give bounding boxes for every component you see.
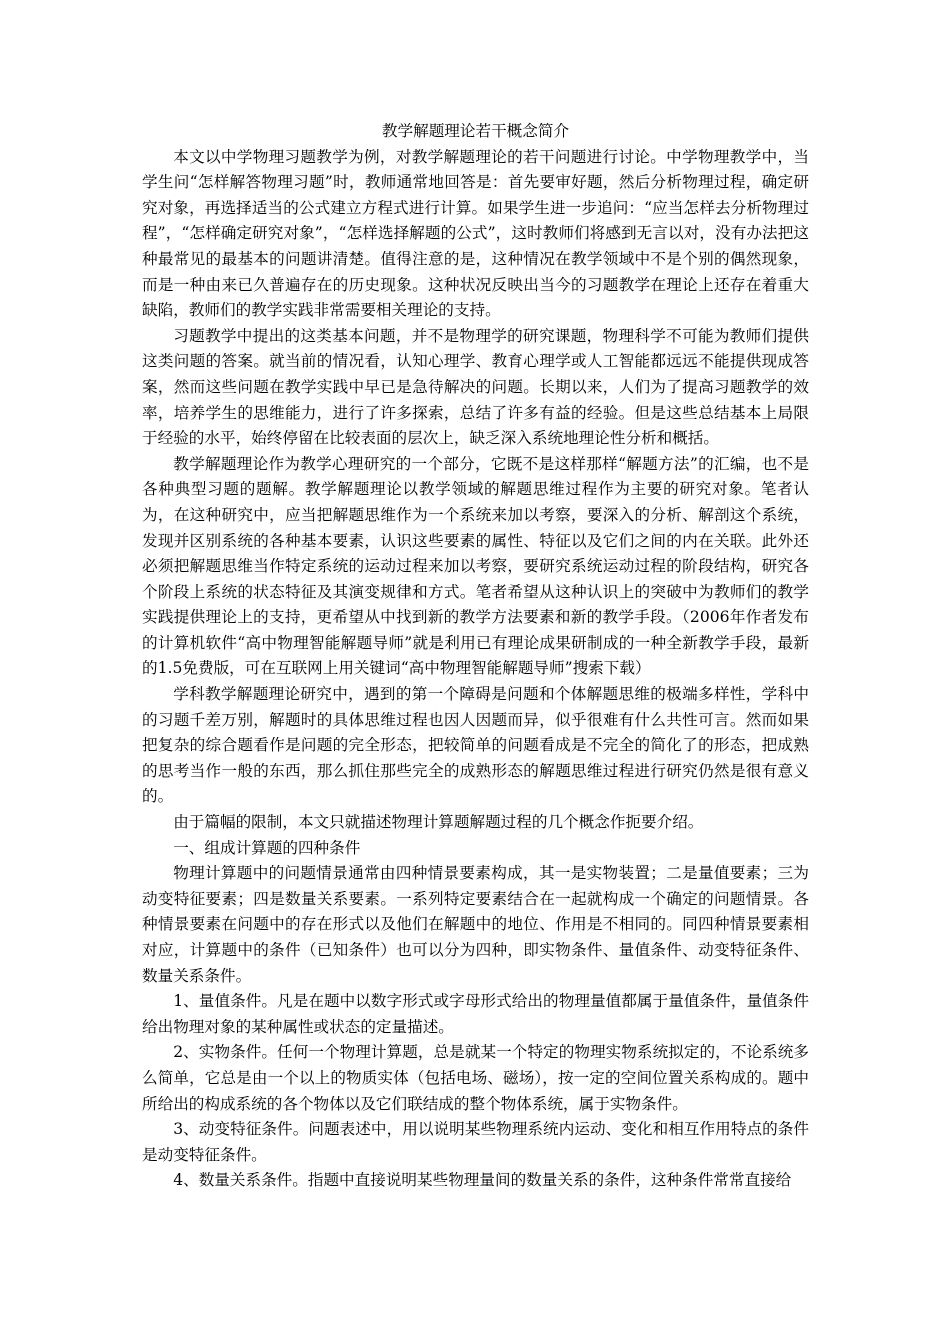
paragraph-intro: 本文以中学物理习题教学为例，对教学解题理论的若干问题进行讨论。中学物理教学中，当学生问“怎样解答物理习题”时，教师通常地回答是：首先要审好题，然后分析物理过程，确定研究对象，再选择适当的公式建立方程式进行计算。如果学生进一步追问：“应当怎样去分析物理过程”，“怎样确定研究对象”，“怎样选择解题的公式”，这时教师们将感到无言以对，没有办法把这种最常见的最基本的问题讲清楚。值得注意的是，这种情况在教学领域中不是个别的偶然现象，而是一种由来已久普遍存在的历史现象。这种状况反映出当今的习题教学在理论上还存在着重大缺陷，教师们的教学实践非常需要相关理论的支持。: [142, 147, 809, 320]
paragraph-quantity-condition: 1、量值条件。凡是在题中以数字形式或字母形式给出的物理量值都属于量值条件，量值条件给出物理对象的某种属性或状态的定量描述。: [142, 992, 809, 1036]
paragraph-basic-problems: 习题教学中提出的这类基本问题，并不是物理学的研究课题，物理科学不可能为教师们提供这类问题的答案。就当前的情况看，认知心理学、教育心理学或人工智能都远远不能提供现成答案，然而这些问题在教学实践中早已是急待解决的问题。长期以来，人们为了提高习题教学的效率，培养学生的思维能力，进行了许多探索，总结了许多有益的经验。但是这些总结基本上局限于经验的水平，始终停留在比较表面的层次上，缺乏深入系统地理论性分析和概括。: [142, 326, 809, 448]
paragraph-dynamic-condition: 3、动变特征条件。问题表述中，用以说明某些物理系统内运动、变化和相互作用特点的条件是动变特征条件。: [142, 1120, 809, 1164]
paragraph-relation-condition: 4、数量关系条件。指题中直接说明某些物理量间的数量关系的条件，这种条件常常直接给: [173, 1171, 792, 1190]
paragraph-limitation: 由于篇幅的限制，本文只就描述物理计算题解题过程的几个概念作扼要介绍。: [173, 813, 704, 832]
paragraph-four-conditions: 物理计算题中的问题情景通常由四种情景要素构成，其一是实物装置；二是量值要素；三为动变特征要素；四是数量关系要素。一系列特定要素结合在一起就构成一个确定的问题情景。各种情景要素在问题中的存在形式以及他们在解题中的地位、作用是不相同的。同四种情景要素相对应，计算题中的条件（已知条件）也可以分为四种，即实物条件、量值条件、动变特征条件、数量关系条件。: [142, 864, 809, 985]
paragraph-research-obstacle: 学科教学解题理论研究中，遇到的第一个障碍是问题和个体解题思维的极端多样性，学科中的习题千差万别，解题时的具体思维过程也因人因题而异，似乎很难有什么共性可言。然而如果把复杂的综合题看作是问题的完全形态，把较简单的问题看成是不完全的简化了的形态，把成熟的思考当作一般的东西，那么抓住那些完全的成熟形态的解题思维过程进行研究仍然是很有意义的。: [142, 685, 809, 806]
document-page: [142, 119, 809, 1194]
document-title: 教学解题理论若干概念简介: [381, 122, 570, 140]
paragraph-object-condition: 2、实物条件。任何一个物理计算题，总是就某一个特定的物理实物系统拟定的，不论系统多么简单，它总是由一个以上的物质实体（包括电场、磁场），按一定的空间位置关系构成的。题中所给出的构成系统的各个物体以及它们联结成的整个物体系统，属于实物条件。: [142, 1043, 809, 1113]
paragraph-theory-scope: 教学解题理论作为教学心理研究的一个部分，它既不是这样那样“解题方法”的汇编，也不是各种典型习题的题解。教学解题理论以教学领域的解题思维过程作为主要的研究对象。笔者认为，在这种研究中，应当把解题思维作为一个系统来加以考察，要深入的分析、解剖这个系统，发现并区别系统的各种基本要素，认识这些要素的属性、特征以及它们之间的内在关联。此外还必须把解题思维当作特定系统的运动过程来加以考察，要研究系统运动过程的阶段结构，研究各个阶段上系统的状态特征及其演变规律和方式。笔者希望从这种认识上的突破中为教师们的教学实践提供理论上的支持，更希望从中找到新的教学方法要素和新的教学手段。（2006年作者发布的计算机软件“高中物理智能解题导师”就是利用已有理论成果研制成的一种全新教学手段，最新的1.5免费版，可在互联网上用关键词“高中物理智能解题导师”搜索下载）: [142, 454, 809, 678]
section-heading: 一、组成计算题的四种条件: [173, 838, 361, 857]
